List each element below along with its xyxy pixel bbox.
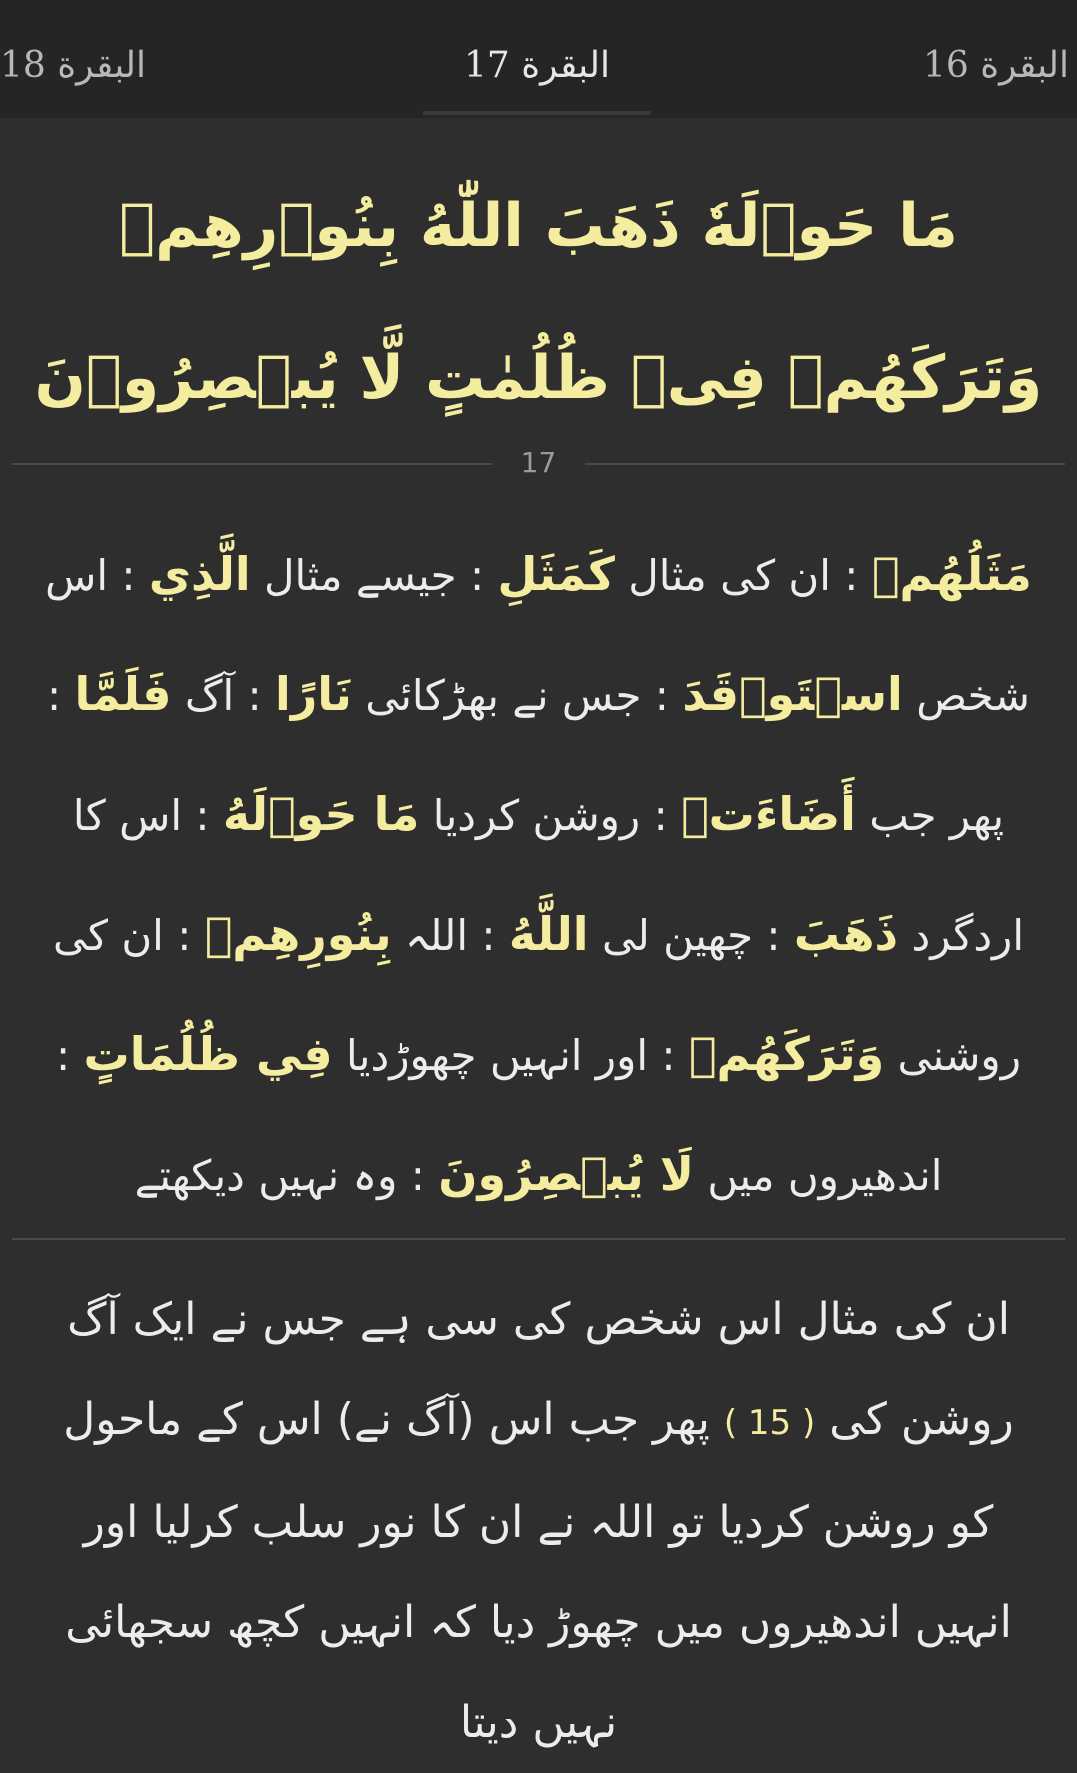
wbw-separator: : [641,671,683,720]
urdu-translation [40,1270,1037,1773]
wbw-urdu-meaning: اس کا اردگرد [72,791,1025,960]
translation-part-2: پھر جب اس (آگ نے) اس کے ماحول کو روشن کردیا تو اللہ نے ان کا نور سلب کرلیا اور انہیں اندھیروں میں چھوڑ دیا کہ انہیں کچھ سجھائی نہیں دیتا [63,1394,1012,1748]
wbw-urdu-meaning: روشن کردیا [432,791,641,840]
wbw-urdu-meaning: آگ [184,671,235,720]
wbw-urdu-meaning: جیسے مثال [264,551,457,600]
wbw-arabic-word[interactable]: أَضَاءَتۡ [681,787,856,841]
wbw-urdu-meaning: پھر جب [869,791,1005,840]
wbw-arabic-word[interactable]: ذَهَبَ [793,907,899,961]
wbw-arabic-word[interactable]: مَا حَوۡلَهُ [222,787,420,841]
tab-next-ayah[interactable]: البقرة 18 [0,45,147,86]
wbw-urdu-meaning: چھین لی [601,911,754,960]
wbw-separator: : [234,671,276,720]
wbw-urdu-meaning: اندھیروں میں [707,1151,943,1200]
wbw-arabic-word[interactable]: وَتَرَكَهُمۡ [688,1027,885,1081]
wbw-separator: : [108,551,149,600]
wbw-separator: : [56,1031,84,1080]
wbw-separator: : [753,911,794,960]
wbw-urdu-meaning: اس شخص [45,551,1030,720]
wbw-urdu-meaning: ان کی مثال [628,551,831,600]
wbw-arabic-word[interactable]: مَثَلُهُمۡ [871,547,1032,601]
wbw-separator: : [397,1151,439,1200]
wbw-urdu-meaning: اللہ [405,911,468,960]
wbw-separator: : [648,1031,689,1080]
tab-current-ayah[interactable]: البقرة 17 [463,45,611,86]
wbw-arabic-word[interactable]: كَمَثَلِ [497,547,615,601]
verse-number: 17 [520,446,557,479]
wbw-arabic-word[interactable]: فِي ظُلُمَاتٍ [83,1027,333,1081]
wbw-separator: : [47,671,75,720]
wbw-separator: : [182,791,223,840]
wbw-separator: : [163,911,205,960]
wbw-separator: : [640,791,682,840]
wbw-arabic-word[interactable]: الَّذِي [148,547,251,601]
wbw-urdu-meaning: اور انہیں چھوڑدیا [346,1031,649,1080]
wbw-urdu-meaning: جس نے بھڑکائی [365,671,642,720]
translation-part-1: ان کی مثال اس شخص کی سی ہے جس نے ایک آگ روشن کی [67,1294,1014,1445]
wbw-arabic-word[interactable]: بِنُورِهِمۡ [204,907,392,961]
footnote-reference[interactable]: ( 15 ) [723,1403,816,1443]
wbw-arabic-word[interactable]: لَا يُبۡصِرُونَ [438,1147,694,1201]
active-tab-indicator [423,111,651,115]
wbw-arabic-word[interactable]: فَلَمَّا [74,667,172,721]
wbw-urdu-meaning: وہ نہیں دیکھتے [134,1151,398,1200]
wbw-arabic-word[interactable]: نَارًا [275,667,352,721]
section-divider [12,1238,1065,1240]
wbw-arabic-word[interactable]: اللَّهُ [508,907,589,961]
wbw-urdu-meaning: ان کی روشنی [52,911,1021,1080]
word-by-word-translation [40,515,1037,1235]
surah-ayah-tabbar [0,0,1077,118]
divider-line-right [585,463,1065,465]
wbw-arabic-word[interactable]: اسۡتَوۡقَدَ [682,667,903,721]
wbw-separator: : [830,551,872,600]
tab-previous-ayah[interactable]: البقرة 16 [922,45,1069,86]
wbw-separator: : [456,551,498,600]
wbw-separator: : [468,911,509,960]
arabic-verse-text: مَا حَوۡلَهٗ ذَهَبَ اللّٰهُ بِنُوۡرِهِمۡ وَتَرَكَهُمۡ فِىۡ ظُلُمٰتٍ لَّا يُبۡصِرُوۡنَ [34,191,1043,413]
divider-line-left [12,463,492,465]
